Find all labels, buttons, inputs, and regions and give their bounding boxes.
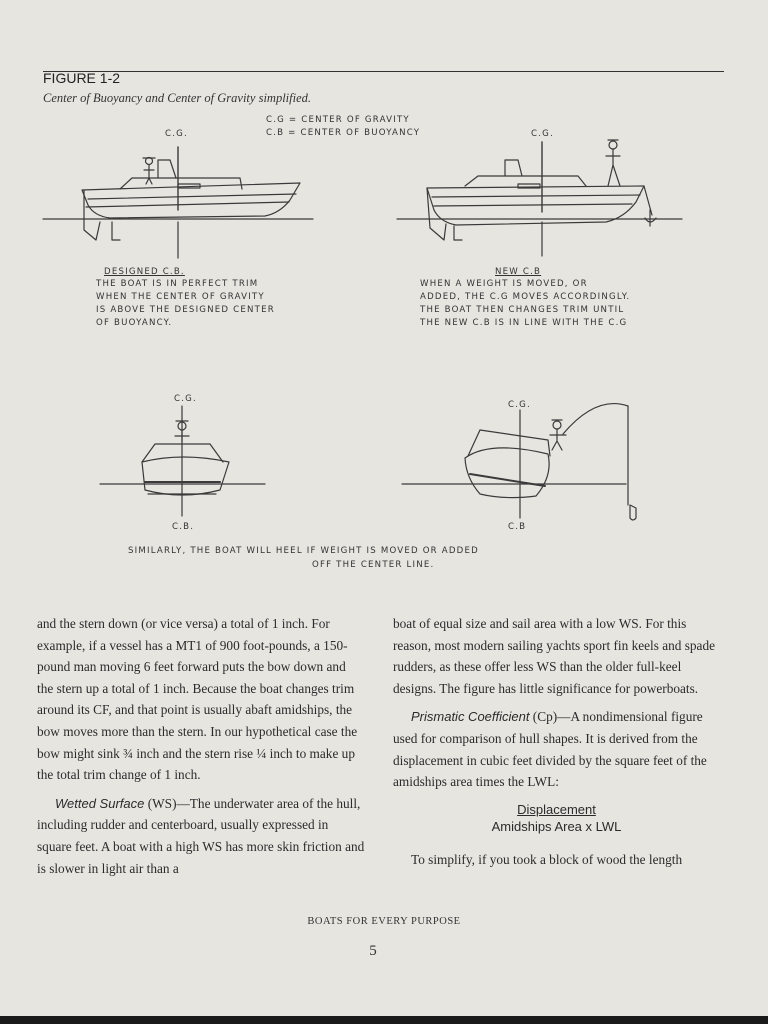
panel2-line: WHEN A WEIGHT IS MOVED, OR [420, 279, 588, 289]
left-column [37, 613, 365, 879]
scan-edge [0, 1016, 768, 1024]
panel2-line: ADDED, THE C.G MOVES ACCORDINGLY. [420, 292, 631, 302]
panel4-cg-label: C.G. [508, 400, 531, 410]
boat-section-heeled [402, 404, 636, 520]
panel2-line: THE NEW C.B IS IN LINE WITH THE C.G [420, 318, 628, 328]
right-column [393, 613, 720, 870]
panel1-line: THE BOAT IS IN PERFECT TRIM [96, 279, 259, 289]
panel1-cg-label: C.G. [165, 129, 188, 139]
legend-cg: C.G = CENTER OF GRAVITY [266, 115, 410, 125]
panel1-line: IS ABOVE THE DESIGNED CENTER [96, 305, 275, 315]
panel4-cb-label: C.B [508, 522, 527, 532]
paragraph-prismatic [393, 706, 720, 792]
prismatic-formula [393, 801, 720, 835]
panel1-line: OF BUOYANCY. [96, 318, 173, 328]
panel1-line: WHEN THE CENTER OF GRAVITY [96, 292, 265, 302]
boat-in-trim [43, 147, 313, 258]
boat-section-upright [100, 406, 265, 516]
panel2-cg-label: C.G. [531, 129, 554, 139]
term-definition: (Cp)—A nondimensional figure used for comparison of hull shapes. It is derived from the displacement in cubic feet divided by the square feet of the amidships area times the LWL: [393, 709, 707, 790]
panel3-cg-label: C.G. [174, 394, 197, 404]
running-footer: BOATS FOR EVERY PURPOSE [307, 916, 461, 927]
panel2-heading: NEW C.B [495, 267, 542, 277]
figure-caption: Center of Buoyancy and Center of Gravity simplified. [43, 91, 312, 105]
paragraph: and the stern down (or vice versa) a total of 1 inch. For example, if a vessel has a MT1 of 900 foot-pounds, a 150-pound man moving 6 feet forward puts the bow down and the stern up a total of 1 inch. Because the boat changes trim around its CF, and that point is usually abaft amidships, the bow moves more than the stern. In our hypothetical case the bow might sink ¾ inch and the stern rise ¼ inch to make up the total trim change of 1 inch. [37, 616, 358, 783]
heel-note-line: SIMILARLY, THE BOAT WILL HEEL IF WEIGHT IS MOVED OR ADDED [128, 546, 479, 556]
legend-cb: C.B = CENTER OF BUOYANCY [266, 128, 421, 138]
page-number: 5 [369, 943, 377, 959]
term-definition: (WS)—The underwater area of the hull, including rudder and centerboard, usually expressed in square feet. A boat with a high WS has more skin friction and is slower in light air than a [37, 795, 365, 876]
boat-trim-changed [397, 140, 682, 256]
panel1-heading: DESIGNED C.B. [104, 267, 185, 277]
heel-note-line: OFF THE CENTER LINE. [312, 560, 435, 570]
formula-numerator: Displacement [517, 801, 596, 817]
paragraph: To simplify, if you took a block of wood the length [411, 851, 683, 867]
formula-denominator: Amidships Area x LWL [491, 818, 622, 834]
panel3-cb-label: C.B. [172, 522, 195, 532]
figure-label: FIGURE 1-2 [43, 70, 121, 86]
term-prismatic-coefficient: Prismatic Coefficient [411, 709, 530, 725]
panel2-line: THE BOAT THEN CHANGES TRIM UNTIL [420, 305, 625, 315]
term-wetted-surface: Wetted Surface [55, 795, 145, 811]
paragraph: boat of equal size and sail area with a low WS. For this reason, most modern sailing yachts sport fin keels and spade rudders, as these offer less WS than the older full-keel designs. The figure has little significance for powerboats. [393, 616, 716, 696]
paragraph-wetted-surface [37, 793, 365, 879]
